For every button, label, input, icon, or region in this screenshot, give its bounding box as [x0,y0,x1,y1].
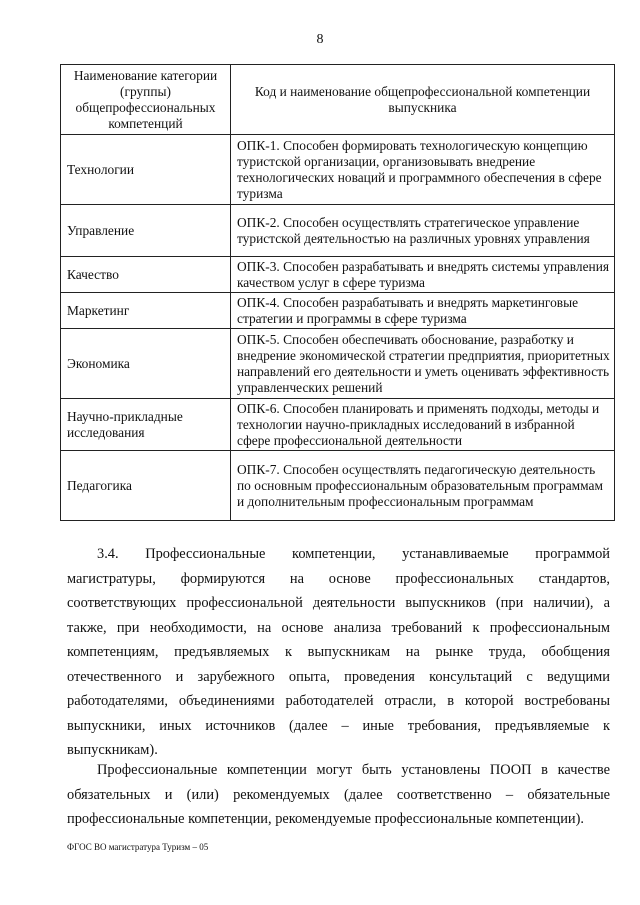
page-number: 8 [316,32,324,47]
category-cell: Экономика [61,329,231,399]
category-cell: Педагогика [61,451,231,521]
competence-cell: ОПК-4. Способен разрабатывать и внедрять маркетинговые стратегии и программы в сфере туризма [231,293,615,329]
category-cell: Технологии [61,135,231,205]
competence-cell: ОПК-3. Способен разрабатывать и внедрять системы управления качеством услуг в сфере туризма [231,257,615,293]
header-category: Наименование категории (группы) общепрофессиональных компетенций [61,65,231,135]
table-row [61,135,615,205]
table-row [61,451,615,521]
footer-note: ФГОС ВО магистратура Туризм – 05 [67,842,209,852]
paragraph-professional-competences: Профессиональные компетенции могут быть установлены ПООП в качестве обязательных и (или) рекомендуемых (далее соответственно – обязательные профессиональные компетенции, рекомендуемые профессиональные компетенции). [67,762,610,827]
paragraph-3-4: 3.4. Профессиональные компетенции, устанавливаемые программой магистратуры, формируются на основе профессиональных стандартов, соответствующих профессиональной деятельности выпускников (при наличии), а также, при необходимости, на основе анализа требований к профессиональным компетенциям, предъявляемых к выпускникам на рынке труда, обобщения отечественного и зарубежного опыта, проведения консультаций с ведущими работодателями, объединениями работодателей отрасли, в которой востребованы выпускники, иных источников (далее – иные требования, предъявляемые к выпускникам). [67,546,610,758]
header-competence: Код и наименование общепрофессиональной компетенции выпускника [231,65,615,135]
table-row [61,205,615,257]
category-cell: Управление [61,205,231,257]
competence-cell: ОПК-2. Способен осуществлять стратегическое управление туристской деятельностью на различных уровнях управления [231,205,615,257]
competence-table [60,64,615,521]
competence-cell: ОПК-6. Способен планировать и применять подходы, методы и технологии научно-прикладных исследований в избранной сфере профессиональной деятельности [231,399,615,451]
table-row [61,293,615,329]
table-header-row [61,65,615,135]
competence-cell: ОПК-1. Способен формировать технологическую концепцию туристской организации, организовывать внедрение технологических новаций и программного обеспечения в сфере туризма [231,135,615,205]
category-cell: Маркетинг [61,293,231,329]
competence-cell: ОПК-5. Способен обеспечивать обоснование, разработку и внедрение экономической стратегии предприятия, приоритетных направлений его деятельности и уметь оценивать эффективность управленческих решений [231,329,615,399]
table-row [61,257,615,293]
table-row [61,329,615,399]
competence-cell: ОПК-7. Способен осуществлять педагогическую деятельность по основным профессиональным образовательным программам и дополнительным профессиональным программам [231,451,615,521]
category-cell: Научно-прикладные исследования [61,399,231,451]
category-cell: Качество [61,257,231,293]
table-row [61,399,615,451]
